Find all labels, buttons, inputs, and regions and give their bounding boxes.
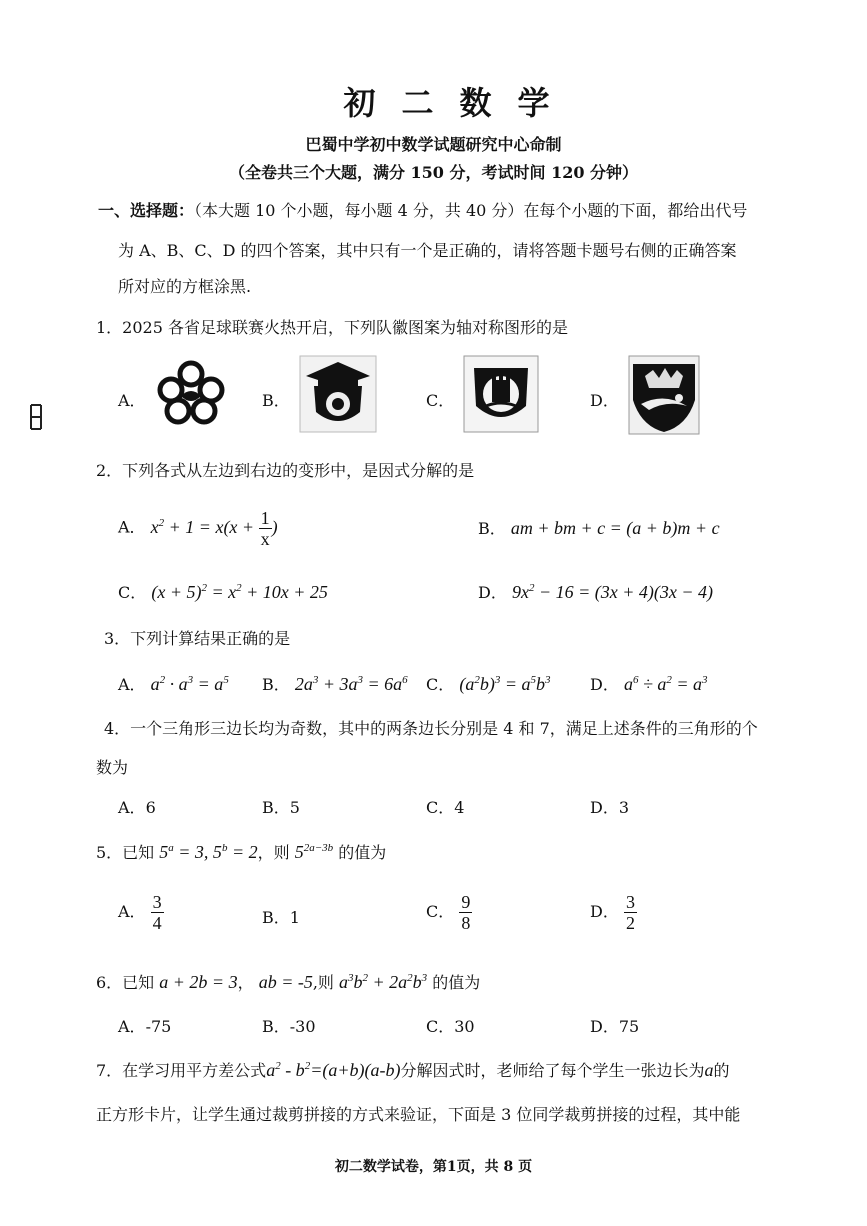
q6-label-a: A．	[118, 1017, 146, 1036]
page-footer: 初二数学试卷，第1页，共 8 页	[334, 1159, 533, 1175]
question-7-line2: 正方形卡片，让学生通过裁剪拼接的方式来验证，下面是 3 位同学裁剪拼接的过程，其中能	[96, 1105, 741, 1124]
q2-formula-c: $(x + 5)^2 = x^2 + 10x + 25$	[151, 582, 328, 602]
q5-label-c: C．	[426, 902, 455, 921]
q5-option-b	[262, 905, 300, 928]
q5-fraction-c: $\frac{9}{8}$	[461, 892, 471, 933]
q6-label-b: B．	[262, 1017, 290, 1036]
question-4-line1: 4．一个三角形三边长均为奇数，其中的两条边长分别是 4 和 7，满足上述条件的三角形的个	[104, 719, 758, 738]
page-title: 初二数学	[343, 84, 576, 122]
q7-formula: $a^2 - b^2=(a+b)(a-b)$	[266, 1060, 401, 1080]
question-6-text: 6．已知 a + 2b = 3， ab = -5,则 $a^3b^2 + 2a^2b^3$ 的值为	[96, 972, 481, 992]
q4-label-c: C．	[426, 798, 455, 817]
q3-label-b: B．	[262, 675, 290, 694]
q6-condition-2: ab = -5	[258, 972, 313, 992]
section1-line1: （本大题 10 个小题，每小题 4 分，共 40 分）在每个小题的下面，都给出代号	[194, 201, 748, 220]
q5-option-c	[426, 892, 472, 933]
q3-option-a	[118, 672, 229, 695]
q6-value-b: -30	[289, 1017, 316, 1036]
q5-option-d	[590, 892, 637, 933]
q4-value-a: 6	[145, 798, 156, 817]
q6-value-c: 30	[454, 1017, 475, 1036]
q4-value-d: 3	[618, 798, 630, 817]
dragon-emblem-image	[627, 354, 701, 440]
question-3-text: 3．下列计算结果正确的是	[104, 629, 291, 648]
q5-label-d: D．	[590, 902, 619, 921]
q3-label-c: C．	[426, 675, 455, 694]
q6-expression: $a^3b^2 + 2a^2b^3$	[339, 972, 428, 992]
q3-option-d	[590, 672, 707, 695]
q6-option-c	[426, 1014, 475, 1037]
q2-formula-b: am + bm + c = (a + b)m + c	[510, 518, 720, 538]
q6-value-a: -75	[145, 1017, 172, 1036]
question-2-text: 2．下列各式从左边到右边的变形中，是因式分解的是	[96, 461, 475, 480]
q3-formula-c: $(a^2b)^3 = a^5b^3$	[459, 674, 551, 694]
q3-formula-b: $2a^3 + 3a^3 = 6a^6$	[294, 674, 408, 694]
q6-prefix: 6．已知	[96, 973, 155, 992]
q3-formula-a: $a^2 \cdot a^3 = a^5$	[150, 674, 229, 694]
q4-option-c	[426, 795, 464, 818]
q6-suffix: 的值为	[432, 973, 481, 992]
q6-label-c: C．	[426, 1017, 455, 1036]
q6-option-a	[118, 1014, 171, 1037]
q6-label-d: D．	[590, 1017, 619, 1036]
q2-label-a: A．	[118, 517, 146, 537]
question-7-line1	[96, 1058, 729, 1081]
q3-option-c	[426, 672, 551, 695]
q7-tail: 的	[713, 1061, 730, 1080]
q3-label-d: D．	[590, 675, 619, 694]
castle-emblem-image	[462, 354, 540, 438]
q5-prefix: 5．已知	[96, 843, 155, 862]
q4-value-b: 5	[289, 798, 300, 817]
shield-emblem-image	[298, 354, 378, 438]
q1-label-d: D．	[590, 391, 619, 410]
q3-option-b	[262, 672, 408, 695]
q3-label-a: A．	[118, 675, 146, 694]
q5-condition: $5^a = 3$, $5^b = 2$	[159, 842, 258, 862]
q7-prefix: 7．在学习用平方差公式	[96, 1061, 267, 1080]
page-subtitle: 巴蜀中学初中数学试题研究中心命制	[305, 135, 562, 154]
q2-formula-d: $9x^2 - 16 = (3x + 4)(3x - 4)$	[511, 582, 713, 602]
q1-label-a: A．	[118, 391, 146, 410]
q4-label-a: A．	[118, 798, 146, 817]
q5-fraction-a: $\frac{3}{4}$	[152, 892, 162, 933]
q2-option-d	[478, 580, 713, 603]
q6-value-d: 75	[618, 1017, 640, 1036]
q4-option-b	[262, 795, 300, 818]
q3-formula-d: $a^6 \div a^2 = a^3$	[623, 674, 708, 694]
q5-option-a	[118, 892, 164, 933]
q4-label-b: B．	[262, 798, 290, 817]
question-5-text: 5．已知 $5^a = 3$, $5^b = 2$，则 $5^{2a-3b}$ 的值为	[96, 842, 387, 862]
q5-label-a: A．	[118, 902, 146, 921]
question-1-text: 1．2025 各省足球联赛火热开启，下列队徽图案为轴对称图形的是	[96, 318, 568, 337]
question-4-line2: 数为	[96, 758, 129, 777]
exam-info: （全卷共三个大题，满分 150 分，考试时间 120 分钟）	[228, 163, 639, 182]
q6-option-d	[590, 1014, 639, 1037]
q5-expression: $5^{2a-3b}$	[294, 842, 334, 862]
q4-option-d	[590, 795, 629, 818]
q5-label-b: B．	[262, 908, 290, 927]
q2-option-a	[118, 508, 278, 549]
q4-label-d: D．	[590, 798, 619, 817]
q1-label-b: B．	[262, 391, 290, 410]
section1-line2: 为 A、B、C、D 的四个答案，其中只有一个是正确的，请将答题卡题号右侧的正确答案	[118, 241, 737, 260]
section1-intro	[98, 198, 747, 221]
q5-fraction-d: $\frac{3}{2}$	[625, 892, 635, 933]
q2-option-b	[478, 516, 720, 539]
q4-option-a	[118, 795, 156, 818]
q5-suffix: 的值为	[338, 843, 387, 862]
q1-label-c: C．	[426, 391, 455, 410]
q2-label-b: B．	[478, 519, 506, 538]
q5-value-b: 1	[289, 908, 300, 927]
q2-option-c	[118, 580, 328, 603]
q2-label-c: C．	[118, 583, 147, 602]
q7-suffix: 分解因式时，老师给了每个学生一张边长为	[400, 1061, 705, 1080]
q7-variable: a	[704, 1060, 714, 1080]
knot-emblem-image	[156, 360, 226, 430]
section1-line3: 所对应的方框涂黑.	[118, 277, 252, 296]
q6-option-b	[262, 1014, 316, 1037]
section1-heading: 一、选择题：	[98, 201, 195, 220]
q2-formula-a: $x^2 + 1 = x(x$ + $\frac{1}{x}$ )	[150, 508, 278, 549]
binding-mark	[30, 404, 42, 430]
q2-label-d: D．	[478, 583, 507, 602]
q6-condition-1: a + 2b = 3	[159, 972, 238, 992]
q4-value-c: 4	[454, 798, 465, 817]
q6-separator: ，	[237, 973, 254, 992]
